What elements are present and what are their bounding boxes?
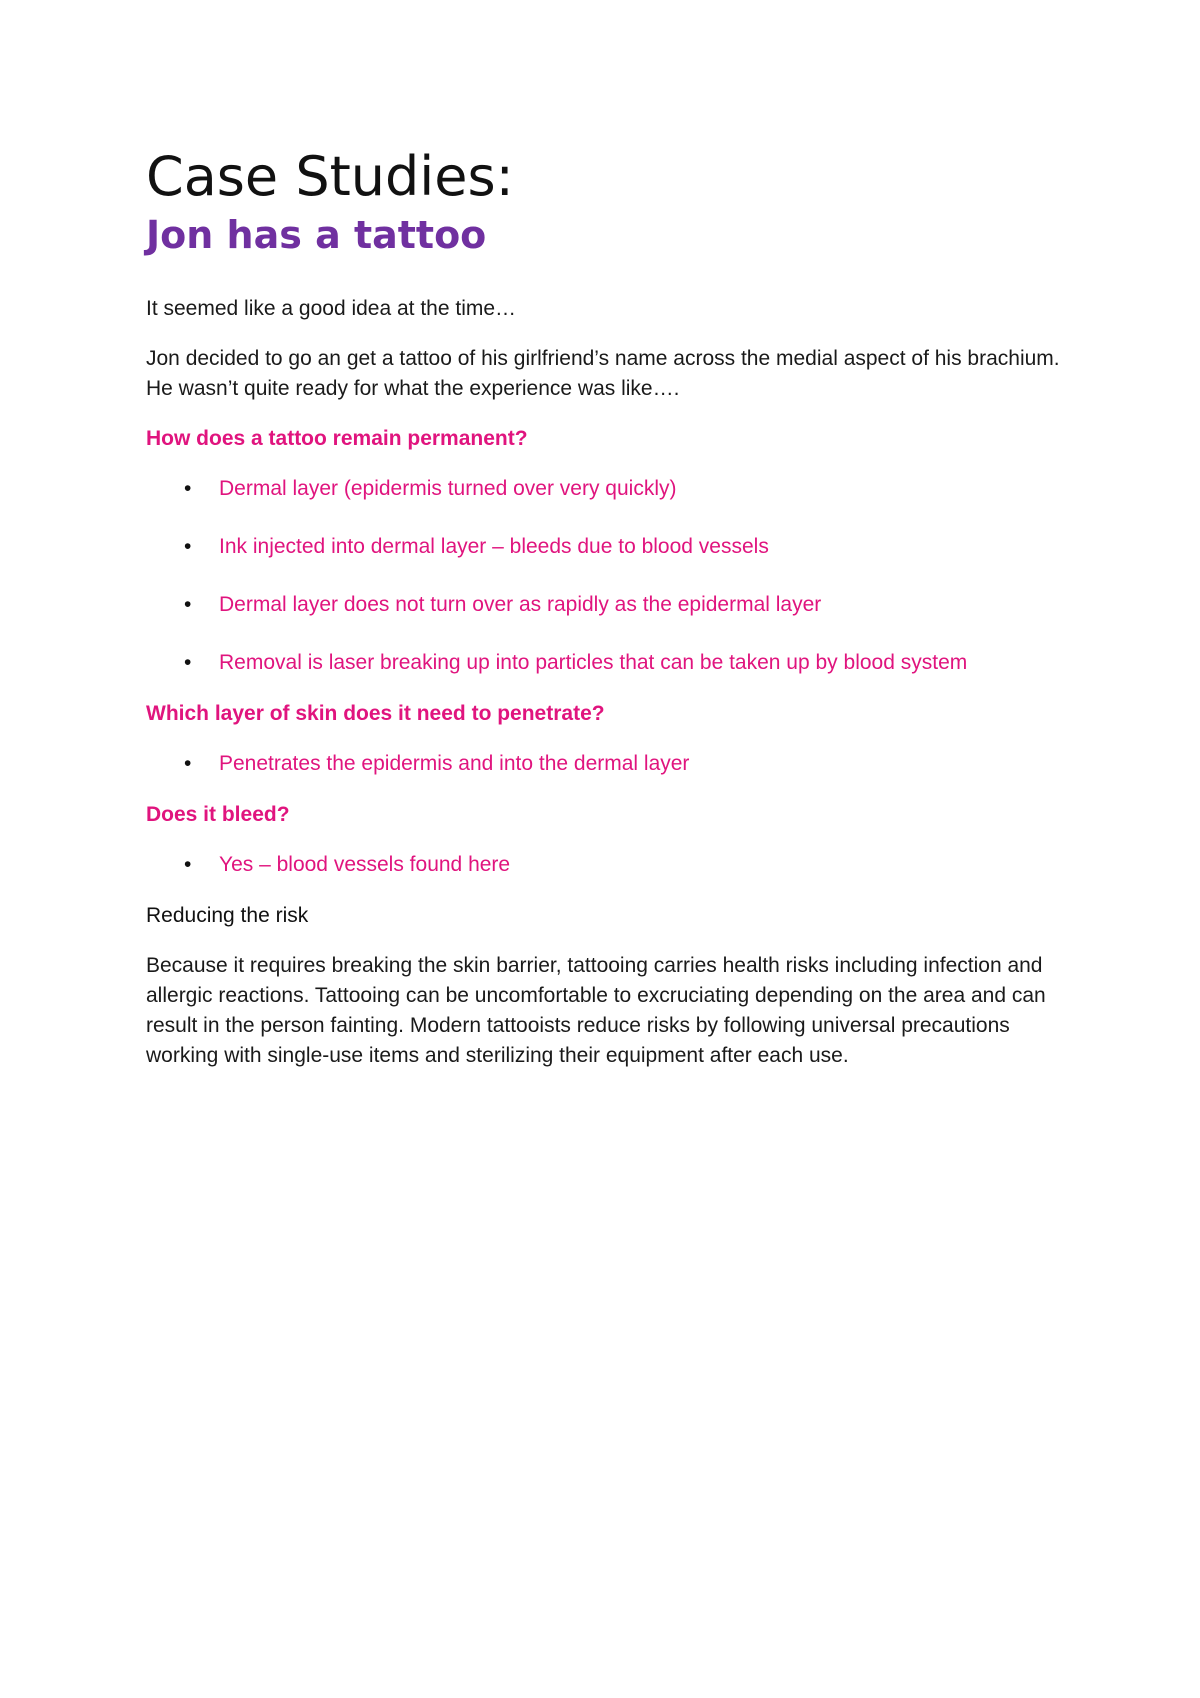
answer-text: Removal is laser breaking up into particles that can be taken up by blood system <box>219 651 968 674</box>
answer-list-layer <box>146 749 1066 779</box>
question-bleed-heading: Does it bleed? <box>146 803 290 826</box>
bullet-icon: • <box>184 651 192 674</box>
reducing-risk-paragraph: Because it requires breaking the skin barrier, tattooing carries health risks including infection and allergic reactions. Tattooing can be uncomfortable to excruciating depending on the area and can result in the person fainting. Modern tattooists reduce risks by following universal precautions working with single-use items and sterilizing their equipment after each use. <box>146 954 1046 1067</box>
bullet-icon: • <box>184 477 192 500</box>
bullet-icon: • <box>184 752 192 775</box>
answer-text: Dermal layer (epidermis turned over very quickly) <box>219 477 677 500</box>
answer-list-bleed <box>146 850 1066 880</box>
question-layer-heading: Which layer of skin does it need to penetrate? <box>146 702 605 725</box>
answer-item <box>146 648 1066 678</box>
bullet-icon: • <box>184 593 192 616</box>
page-subtitle: Jon has a tattoo <box>146 213 487 257</box>
answer-list-permanent <box>146 474 1066 678</box>
answer-text: Ink injected into dermal layer – bleeds due to blood vessels <box>219 535 769 558</box>
answer-item <box>146 749 1066 779</box>
answer-item <box>146 474 1066 504</box>
document-page <box>146 145 1066 1091</box>
bullet-icon: • <box>184 853 192 876</box>
answer-item <box>146 850 1066 880</box>
question-permanent-heading: How does a tattoo remain permanent? <box>146 427 528 450</box>
story-paragraph: Jon decided to go an get a tattoo of his girlfriend’s name across the medial aspect of his brachium. He wasn’t quite ready for what the experience was like…. <box>146 347 1060 400</box>
answer-text: Penetrates the epidermis and into the dermal layer <box>219 752 690 775</box>
reducing-risk-heading: Reducing the risk <box>146 904 309 927</box>
bullet-icon: • <box>184 535 192 558</box>
answer-item <box>146 532 1066 562</box>
page-title: Case Studies: <box>146 145 514 208</box>
answer-text: Dermal layer does not turn over as rapidly as the epidermal layer <box>219 593 822 616</box>
answer-text: Yes – blood vessels found here <box>219 853 511 876</box>
answer-item <box>146 590 1066 620</box>
intro-paragraph: It seemed like a good idea at the time… <box>146 297 517 320</box>
